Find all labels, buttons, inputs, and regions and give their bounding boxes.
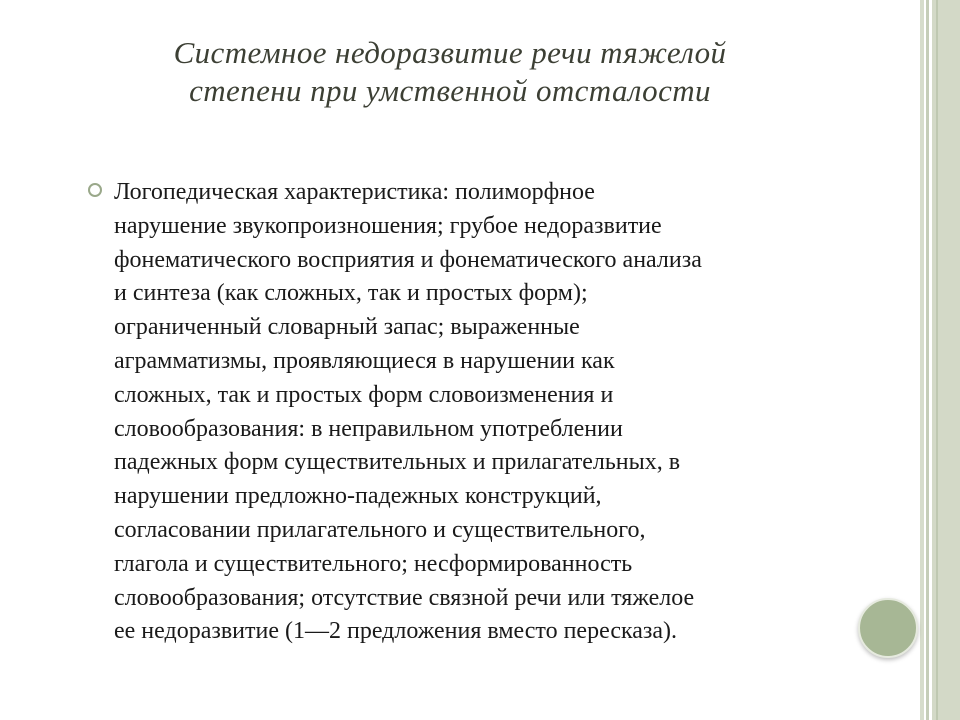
text-line: фонематического восприятия и фонематического анализа xyxy=(114,246,702,273)
text-line: нарушении предложно-падежных конструкций, xyxy=(114,483,602,510)
text-line: падежных форм существительных и прилагательных, в xyxy=(114,449,681,476)
bullet-text xyxy=(114,176,874,649)
text-line: сложных, так и простых форм словоизменения и xyxy=(114,381,614,408)
text-line: Логопедическая характеристика: полиморфное xyxy=(114,179,595,205)
title-line: Системное недоразвитие речи тяжелой xyxy=(173,35,727,70)
slide-title xyxy=(0,34,900,110)
bullet-circle-icon xyxy=(88,183,102,197)
text-line: словообразования: в неправильном употреблении xyxy=(114,415,623,442)
text-line: глагола и существительного; несформированность xyxy=(114,550,633,577)
text-line: согласовании прилагательного и существительного, xyxy=(114,516,646,543)
frame-stripe xyxy=(936,0,938,720)
text-line: ее недоразвитие (1—2 предложения вместо пересказа). xyxy=(114,618,678,645)
frame-stripe xyxy=(920,0,924,720)
text-line: словообразования; отсутствие связной речи или тяжелое xyxy=(114,584,695,611)
text-line: и синтеза (как сложных, так и простых форм); xyxy=(114,280,588,307)
text-line: нарушение звукопроизношения; грубое недоразвитие xyxy=(114,212,662,239)
text-line: аграмматизмы, проявляющиеся в нарушении как xyxy=(114,347,615,374)
decorative-circle-icon xyxy=(858,598,918,658)
title-line: степени при умственной отсталости xyxy=(189,73,711,108)
frame-stripe xyxy=(926,0,929,720)
text-line: ограниченный словарный запас; выраженные xyxy=(114,314,580,341)
